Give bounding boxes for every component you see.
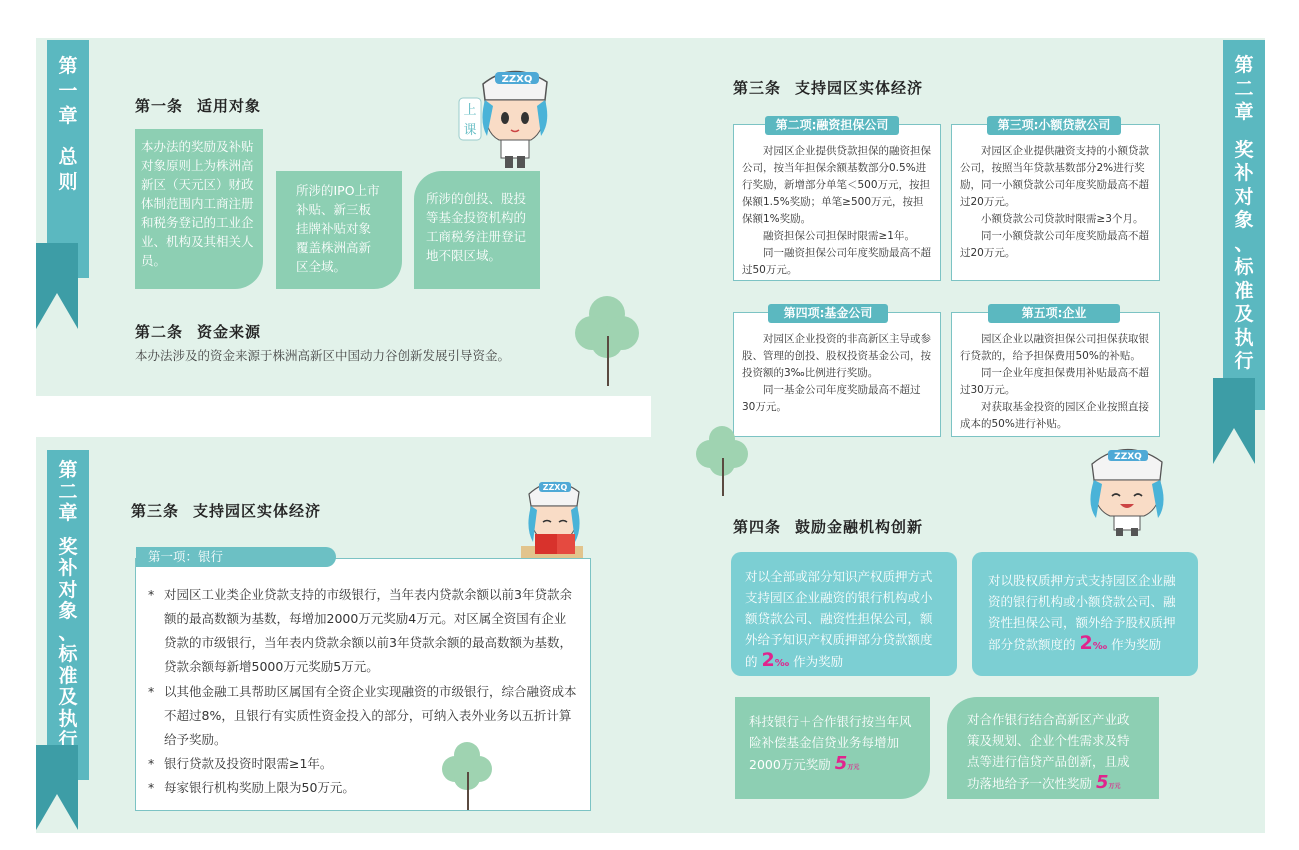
svg-text:ZZXQ: ZZXQ xyxy=(501,74,533,85)
mascot-teacher xyxy=(455,62,555,170)
article3-left-title: 第三条 支持园区实体经济 xyxy=(131,502,322,520)
item4-fund-box: 对园区企业投资的非高新区主导或参股、管理的创投、股权投资基金公司，按投资额的3‰比例进行奖励。 同一基金公司年度奖励最高不超过30万元。 xyxy=(733,312,941,437)
pct-highlight: 2‰ xyxy=(1079,632,1108,654)
svg-text:课: 课 xyxy=(463,123,477,138)
article2-text: 本办法涉及的资金来源于株洲高新区中国动力谷创新发展引导资金。 xyxy=(135,348,511,363)
bank-bullet-1: * 对园区工业类企业贷款支持的市级银行，当年表内贷款余额以前3年贷款余 额的最高数额为基数，每增加2000万元奖励4万元。对区属全资国有企业 贷款的市级银行，当年表内贷款余额以前3年贷款余额的最高数额为基数， 贷款余额每新增5000万元奖励5万元。 xyxy=(164,583,584,679)
bullet-star-icon: * xyxy=(148,587,155,602)
bank-item-tab: 第一项：银行 xyxy=(136,547,336,567)
pct-highlight: 2‰ xyxy=(761,649,790,671)
chapter2-ribbon-right: 第 二 章 奖 补 对 象 、 标 准 及 执 行 xyxy=(1223,40,1265,410)
mascot-waving xyxy=(1082,440,1168,536)
article1-box-ipo: 所涉的IPO上市补贴、新三板挂牌补贴对象覆盖株洲高新区全域。 xyxy=(276,171,402,289)
item2-guarantee-box: 对园区企业提供贷款担保的融资担保公司，按当年担保余额基数部分0.5%进行奖励，新增部分单笔＜500万元，按担保额1.5%奖励；单笔≥500万元，按担保额1%奖励。 融资担保公司担保时限需≥1年。 同一融资担保公司年度奖励最高不超过50万元。 xyxy=(733,124,941,281)
article3-right-title: 第三条 支持园区实体经济 xyxy=(733,79,924,97)
chapter1-ribbon: 第 一 章 总 则 xyxy=(47,40,89,278)
chapter1-ribbon-tail xyxy=(36,243,78,329)
bullet-star-icon: * xyxy=(148,756,155,771)
amount-highlight: 5万元 xyxy=(1096,772,1121,793)
bank-bullet-2: * 以其他金融工具帮助区属国有全资企业实现融资的市级银行，综合融资成本 不超过8%，且银行有实质性资金投入的部分，可纳入表外业务以五折计算 给予奖励。 xyxy=(164,680,584,752)
bank-bullet-4: * 每家银行机构奖励上限为50万元。 xyxy=(164,776,584,800)
art4-product-innovation-box: 对合作银行结合高新区产业政策及规划、企业个性需求及特点等进行信贷产品创新，且成功落地给予一次性奖励 5万元 xyxy=(947,697,1159,799)
chapter2-ribbon-left-tail xyxy=(36,745,78,830)
svg-text:ZZXQ: ZZXQ xyxy=(542,483,568,492)
item3-microloan-box: 对园区企业提供融资支持的小额贷款公司，按照当年贷款基数部分2%进行奖励，同一小额贷款公司年度奖励最高不超过20万元。 小额贷款公司贷款时限需≥3个月。 同一小额贷款公司年度奖励最高不超过20万元。 xyxy=(951,124,1160,281)
article4-title: 第四条 鼓励金融机构创新 xyxy=(733,518,924,536)
item4-tab: 第四项:基金公司 xyxy=(768,304,888,323)
bullet-star-icon: * xyxy=(148,780,155,795)
item5-enterprise-box: 园区企业以融资担保公司担保获取银行贷款的，给予担保费用50%的补贴。 同一企业年度担保费用补贴最高不超过30万元。 对获取基金投资的园区企业按照直接成本的50%进行补贴。 xyxy=(951,312,1160,437)
article1-title: 第一条 适用对象 xyxy=(135,97,262,115)
chapter2-ribbon-right-tail xyxy=(1213,378,1255,464)
amount-highlight: 5万元 xyxy=(834,753,860,774)
article1-box-scope: 本办法的奖励及补贴对象原则上为株洲高新区（天元区）财政体制范围内工商注册和税务登记的工业企业、机构及其相关人员。 xyxy=(135,129,263,289)
article2-title: 第二条 资金来源 xyxy=(135,323,262,341)
tree-icon xyxy=(575,296,639,386)
chapter2-ribbon-left: 第 二 章 奖 补 对 象 、 标 准 及 执 行 xyxy=(47,450,89,780)
article1-box-fund: 所涉的创投、股投等基金投资机构的工商税务注册登记地不限区域。 xyxy=(414,171,540,289)
item3-tab: 第三项:小额贷款公司 xyxy=(987,116,1121,135)
bullet-star-icon: * xyxy=(148,684,155,699)
art4-equity-pledge-box: 对以股权质押方式支持园区企业融资的银行机构或小额贷款公司、融资性担保公司，额外给予股权质押部分贷款额度的 2‰ 作为奖励 xyxy=(972,552,1198,676)
svg-text:上: 上 xyxy=(463,103,477,118)
art4-ip-pledge-box: 对以全部或部分知识产权质押方式支持园区企业融资的银行机构或小额贷款公司、融资性担保公司，额外给予知识产权质押部分贷款额度的 2‰ 作为奖励 xyxy=(731,552,957,676)
tree-icon xyxy=(442,742,492,810)
art4-tech-bank-box: 科技银行＋合作银行按当年风险补偿基金信贷业务每增加2000万元奖励 5万元 xyxy=(735,697,930,799)
svg-text:ZZXQ: ZZXQ xyxy=(1114,452,1142,462)
item2-tab: 第二项:融资担保公司 xyxy=(765,116,899,135)
bank-bullet-3: * 银行贷款及投资时限需≥1年。 xyxy=(164,752,584,776)
item5-tab: 第五项:企业 xyxy=(988,304,1120,323)
tree-icon xyxy=(696,426,748,496)
mascot-reading xyxy=(519,474,585,570)
